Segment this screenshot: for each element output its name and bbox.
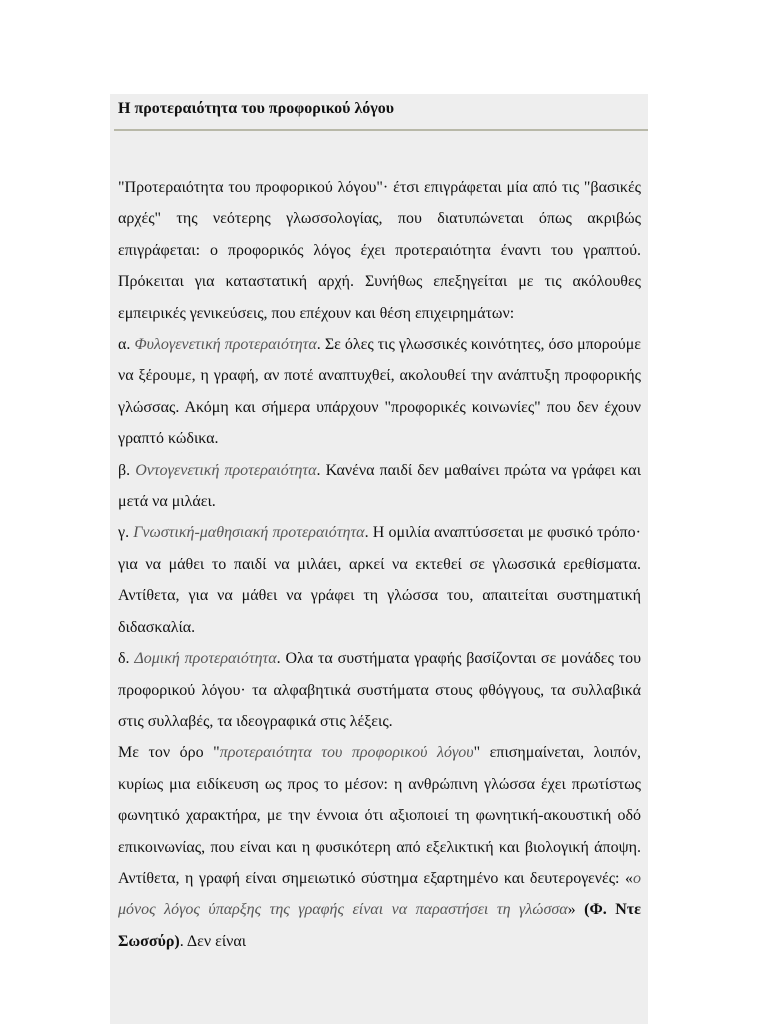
list-item-heading: Δομική προτεραιότητα: [134, 650, 277, 668]
closing-text-3: »: [567, 901, 585, 919]
closing-paragraph: [118, 737, 641, 957]
intro-paragraph: "Προτεραιότητα του προφορικού λόγου"· έτσι επιγράφεται μία από τις "βασικές αρχές" της νεότερης γλωσσολογίας, που διατυπώνεται όπως ακριβώς επιγράφεται: ο προφορικός λόγος έχει προτεραιότητα έναντι του γραπτού. Πρόκειται για καταστατική αρχή. Συνήθως επεξηγείται με τις ακόλουθες εμπειρικές γενικεύσεις, που επέχουν και θέση επιχειρημάτων:: [118, 179, 641, 322]
list-item-heading: Οντογενετική προτεραιότητα: [135, 461, 317, 479]
list-item-beta: [118, 455, 641, 518]
list-item-heading: Φυλογενετική προτεραιότητα: [134, 336, 317, 354]
saussure-quote: ο μόνος λόγος ύπαρξης της γραφής είναι να παραστήσει τη γλώσσα: [118, 869, 641, 919]
list-item-heading: Γνωστική-μαθησιακή προτεραιότητα: [133, 524, 365, 542]
closing-term: προτεραιότητα του προφορικού λόγου: [219, 744, 474, 762]
list-item-text: . Ολα τα συστήματα γραφής βασίζονται σε μονάδες του προφορικού λόγου· τα αλφαβητικά συστήματα στους φθόγγους, τα συλλαβικά στις συλλαβές, τα ιδεογραφικά στις λέξεις.: [118, 650, 641, 730]
quote-citation: (Φ. Ντε Σωσσύρ): [118, 901, 642, 950]
list-item-label: α.: [118, 336, 131, 354]
document-page: [110, 94, 648, 1024]
document-title: Η προτεραιότητα του προφορικού λόγου: [118, 100, 395, 117]
list-item-text: . Κανένα παιδί δεν μαθαίνει πρώτα να γράφει και μετά να μιλάει.: [118, 461, 641, 511]
closing-text-4: . Δεν είναι: [179, 932, 247, 950]
closing-text-1: Με τον όρο ": [118, 744, 220, 762]
list-item-alpha: [118, 329, 641, 455]
list-item-label: γ.: [118, 524, 130, 542]
list-item-label: β.: [118, 461, 131, 479]
list-item-text: . Σε όλες τις γλωσσικές κοινότητες, όσο μπορούμε να ξέρουμε, η γραφή, αν ποτέ αναπτυχθεί, ακολουθεί την ανάπτυξη προφορικής γλώσσας. Ακόμη και σήμερα υπάρχουν "προφορικές κοινωνίες" που δεν έχουν γραπτό κώδικα.: [118, 336, 642, 448]
list-item-gamma: [118, 517, 641, 643]
closing-text-2: " επισημαίνεται, λοιπόν, κυρίως μια ειδίκευση ως προς το μέσον: η ανθρώπινη γλώσσα έχει πρωτίστως φωνητικό χαρακτήρα, με την έννοια ότι αξιοποιεί τη φωνητική-ακουστική οδό επικοινωνίας, που είναι και η φυσικότερη από εξελικτική και βιολογική άποψη. Αντίθετα, η γραφή είναι σημειωτικό σύστημα εξαρτημένο και δευτερογενές: «: [118, 744, 641, 887]
list-item-delta: [118, 643, 641, 737]
list-item-text: . Η ομιλία αναπτύσσεται με φυσικό τρόπο· για να μάθει το παιδί να μιλάει, αρκεί να εκτεθεί σε γλωσσικά ερεθίσματα. Αντίθετα, για να μάθει να γράφει τη γλώσσα του, απαιτείται συστηματική διδασκαλία.: [118, 524, 642, 636]
title-divider: [114, 129, 648, 131]
document-body: [118, 172, 641, 957]
list-item-label: δ.: [118, 650, 130, 668]
